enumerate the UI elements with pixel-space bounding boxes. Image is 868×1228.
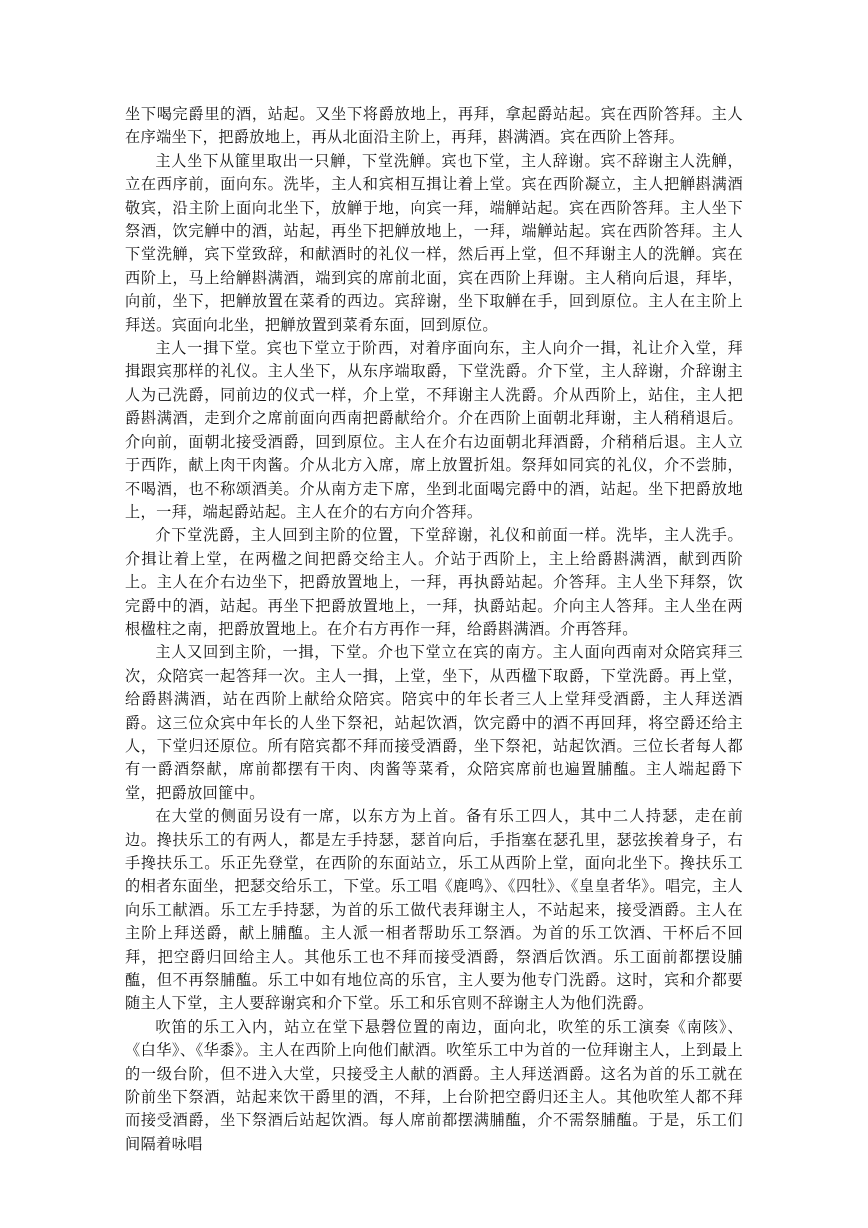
paragraph-3: 主人一揖下堂。宾也下堂立于阶西，对着序面向东，主人向介一揖，礼让介入堂，拜揖跟宾那样的礼仪。主人坐下，从东序端取爵，下堂洗爵。介下堂，主人辞谢，介辞谢主人为己洗爵，同前边的仪式一样，介上堂，不拜谢主人洗爵。介从西阶上，站住，主人把爵斟满酒，走到介之席前面向西南把爵献给介。介在西阶上面朝北拜谢，主人稍稍退后。介向前，面朝北接受酒爵，回到原位。主人在介右边面朝北拜酒爵，介稍稍后退。主人立于西阼，献上肉干肉酱。介从北方入席，席上放置折俎。祭拜如同宾的礼仪，介不尝肺，不喝酒，也不称颂酒美。介从南方走下席，坐到北面喝完爵中的酒，站起。坐下把爵放地上，一拜，端起爵站起。主人在介的右方向介答拜。 xyxy=(125,339,743,521)
paragraph-2: 主人坐下从篚里取出一只觯，下堂洗觯。宾也下堂，主人辞谢。宾不辞谢主人洗觯，立在西序前，面向东。洗毕，主人和宾相互揖让着上堂。宾在西阶凝立，主人把觯斟满酒敬宾，沿主阶上面向北坐下，放觯于地，向宾一拜，端觯站起。宾在西阶答拜。主人坐下祭酒，饮完觯中的酒，站起，再坐下把觯放地上，一拜，端觯站起。宾在西阶答拜。主人下堂洗觯，宾下堂致辞，和献酒时的礼仪一样，然后再上堂，但不拜谢主人的洗觯。宾在西阶上，马上给觯斟满酒，端到宾的席前北面，宾在西阶上拜谢。主人稍向后退，拜毕，向前，坐下，把觯放置在菜肴的西边。宾辞谢，坐下取觯在手，回到原位。主人在主阶上拜送。宾面向北坐，把觯放置到菜肴东面，回到原位。 xyxy=(125,151,743,334)
paragraph-1: 坐下喝完爵里的酒，站起。又坐下将爵放地上，再拜，拿起爵站起。宾在西阶答拜。主人在序端坐下，把爵放地上，再从北面沿主阶上，再拜，斟满酒。宾在西阶上答拜。 xyxy=(125,105,743,147)
paragraph-7: 吹笛的乐工入内，站立在堂下悬磬位置的南边，面向北，吹笙的乐工演奏《南陔》、《白华》、《华黍》。主人在西阶上向他们献酒。吹笙乐工中为首的一位拜谢主人，上到最上的一级台阶，但不进入大堂，只接受主人献的酒爵。主人拜送酒爵。这名为首的乐工就在阶前坐下祭酒，站起来饮干爵里的酒，不拜，上台阶把空爵归还主人。其他吹笙人都不拜而接受酒爵，坐下祭酒后站起饮酒。每人席前都摆满脯醢，介不需祭脯醢。于是，乐工们间隔着咏唱 xyxy=(125,1017,743,1153)
document-body xyxy=(125,103,743,1156)
paragraph-5: 主人又回到主阶，一揖，下堂。介也下堂立在宾的南方。主人面向西南对众陪宾拜三次，众陪宾一起答拜一次。主人一揖，上堂，坐下，从西楹下取爵，下堂洗爵。再上堂，给爵斟满酒，站在西阶上献给众陪宾。陪宾中的年长者三人上堂拜受酒爵，主人拜送酒爵。这三位众宾中年长的人坐下祭祀，站起饮酒，饮完爵中的酒不再回拜，将空爵还给主人，下堂归还原位。所有陪宾都不拜而接受酒爵，坐下祭祀，站起饮酒。三位长者每人都有一爵酒祭献，席前都摆有干肉、肉酱等菜肴，众陪宾席前也遍置脯醢。主人端起爵下堂，把爵放回篚中。 xyxy=(125,643,743,802)
paragraph-6: 在大堂的侧面另设有一席，以东方为上首。备有乐工四人，其中二人持瑟，走在前边。搀扶乐工的有两人，都是左手持瑟，瑟首向后，手指塞在瑟孔里，瑟弦挨着身子，右手搀扶乐工。乐正先登堂，在西阶的东面站立，乐工从西阶上堂，面向北坐下。搀扶乐工的相者东面坐，把瑟交给乐工，下堂。乐工唱《鹿鸣》、《四牡》、《皇皇者华》。唱完，主人向乐工献酒。乐工左手持瑟，为首的乐工做代表拜谢主人，不站起来，接受酒爵。主人在主阶上拜送爵，献上脯醢。主人派一相者帮助乐工祭酒。为首的乐工饮酒、干杯后不回拜，把空爵归回给主人。其他乐工也不拜而接受酒爵，祭酒后饮酒。乐工面前都摆设脯醢，但不再祭脯醢。乐工中如有地位高的乐官，主人要为他专门洗爵。这时，宾和介都要随主人下堂，主人要辞谢宾和介下堂。乐工和乐官则不辞谢主人为他们洗爵。 xyxy=(125,807,743,1013)
paragraph-4: 介下堂洗爵，主人回到主阶的位置，下堂辞谢，礼仪和前面一样。洗毕，主人洗手。介揖让着上堂，在两楹之间把爵交给主人。介站于西阶上，主上给爵斟满酒，献到西阶上。主人在介右边坐下，把爵放置地上，一拜，再执爵站起。介答拜。主人坐下拜祭，饮完爵中的酒，站起。再坐下把爵放置地上，一拜，执爵站起。介向主人答拜。主人坐在两根楹柱之南，把爵放置地上。在介右方再作一拜，给爵斟满酒。介再答拜。 xyxy=(125,526,743,638)
